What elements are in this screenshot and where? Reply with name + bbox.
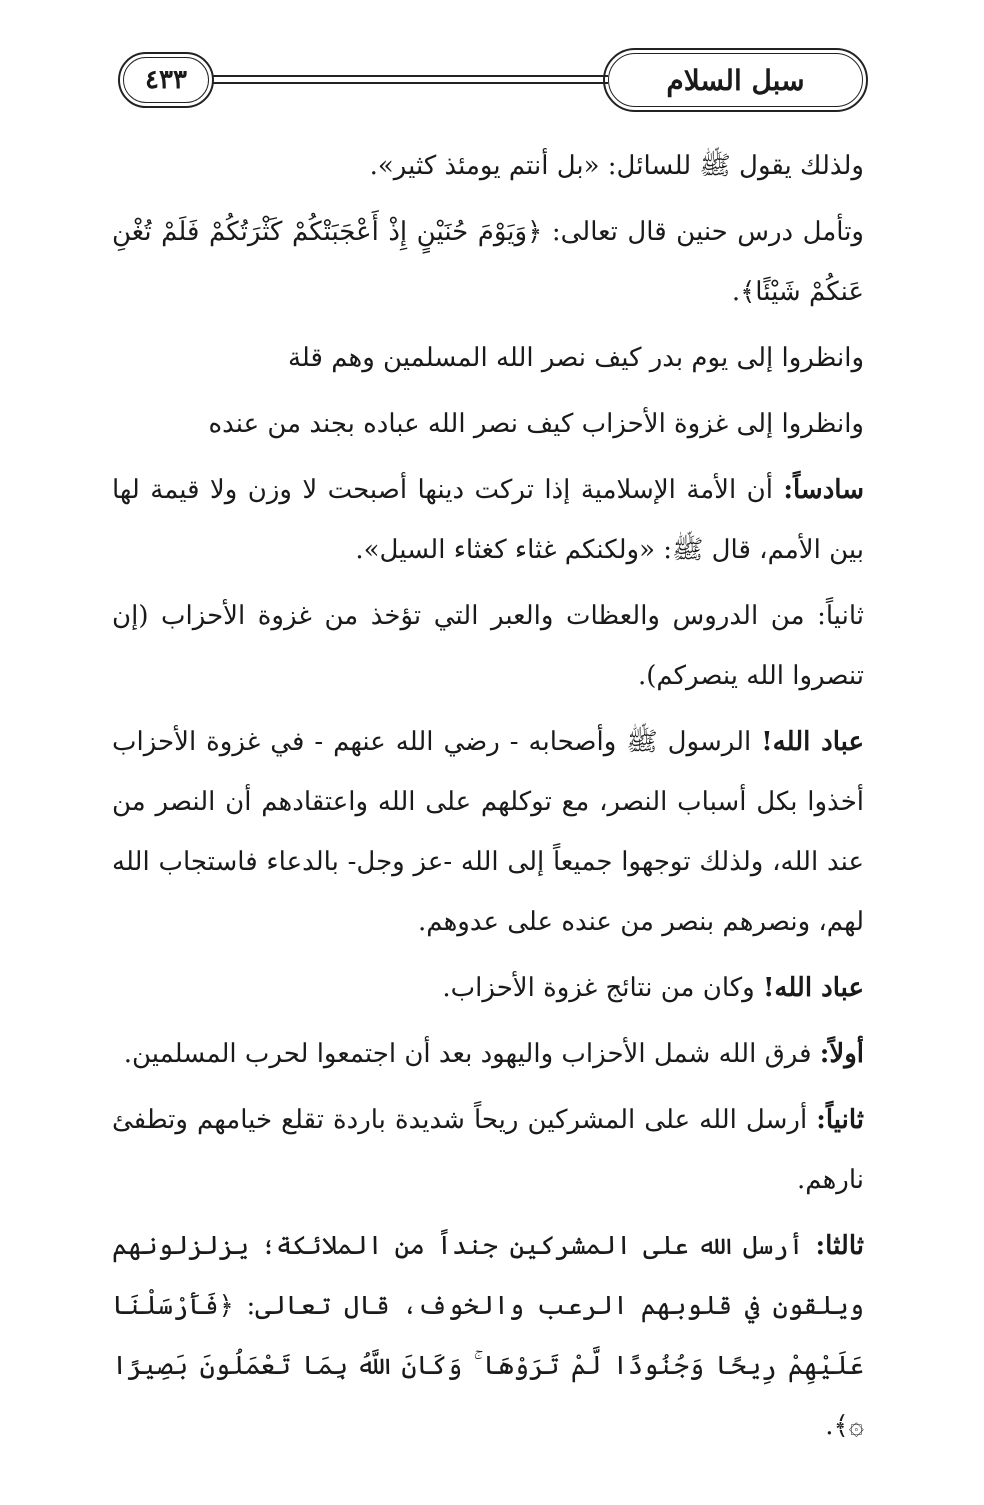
paragraph-text: فرق الله شمل الأحزاب واليهود بعد أن اجتمعوا لحرب المسلمين.: [123, 1039, 820, 1069]
paragraph-text: الرسول ﷺ وأصحابه - رضي الله عنهم - في غزوة الأحزاب أخذوا بكل أسباب النصر، مع توكلهم على الله واعتقادهم أن النصر من عند الله، ولذلك توجهوا جميعاً إلى الله -عز وجل- بالدعاء فاستجاب الله لهم، ونصرهم بنصر من عنده على عدوهم.: [112, 727, 864, 937]
book-title: سبل السلام: [666, 63, 805, 97]
paragraph-text: ثانياً: من الدروس والعظات والعبر التي تؤخذ من غزوة الأحزاب (إن تنصروا الله ينصركم).: [112, 601, 864, 691]
paragraph-lead: عباد الله!: [762, 973, 864, 1003]
paragraph-lead: ثانياً:: [816, 1105, 864, 1135]
paragraph-text: وتأمل درس حنين قال تعالى: ﴿وَيَوْمَ حُنَيْنٍ إِذْ أَعْجَبَتْكُمْ كَثْرَتُكُمْ فَلَمْ تُغْنِ عَنكُمْ شَيْئًا﴾.: [112, 217, 864, 307]
paragraph: [112, 1024, 864, 1084]
paragraph-lead: عباد الله!: [761, 727, 864, 757]
paragraph-text: ولذلك يقول ﷺ للسائل: «بل أنتم يومئذ كثير».: [369, 151, 864, 181]
paragraph-text: وانظروا إلى يوم بدر كيف نصر الله المسلمين وهم قلة: [287, 343, 864, 373]
paragraph: [112, 460, 864, 580]
paragraph-text: وكان من نتائج غزوة الأحزاب.: [442, 973, 763, 1003]
paragraph: [112, 328, 864, 388]
page-number-frame: [118, 52, 214, 108]
paragraph-lead: سادساً:: [783, 475, 864, 505]
page-number: ٤٣٣: [145, 65, 187, 95]
paragraph: [112, 586, 864, 706]
paragraph-text: أن الأمة الإسلامية إذا تركت دينها أصبحت لا وزن ولا قيمة لها بين الأمم، قال ﷺ: «ولكنكم غثاء كغثاء السيل».: [112, 475, 864, 565]
header-rule-bottom: [213, 82, 608, 84]
header-rule-top: [213, 75, 608, 77]
paragraph: [112, 958, 864, 1018]
paragraph: [112, 712, 864, 952]
paragraph-lead: ثالثا:: [815, 1231, 864, 1261]
paragraph-text: أرسل الله على المشركين ريحاً شديدة باردة تقلع خيامهم وتطفئ نارهم.: [112, 1105, 864, 1195]
paragraph-lead: أولاً:: [819, 1039, 864, 1069]
paragraph: [112, 1216, 864, 1456]
paragraph-text: وانظروا إلى غزوة الأحزاب كيف نصر الله عباده بجند من عنده: [208, 409, 864, 439]
book-title-frame: [603, 48, 868, 112]
paragraph: [112, 136, 864, 196]
paragraph: [112, 394, 864, 454]
paragraph-text: أرسل الله على المشركين جنداً من الملائكة؛ يزلزلونهم ويلقون في قلوبهم الرعب والخوف، قال تعالى: ﴿فَأَرْسَلْنَا عَلَيْهِمْ رِيحًا وَجُنُودًا لَّمْ تَرَوْهَا ۚ وَكَانَ اللَّهُ بِمَا تَعْمَلُونَ بَصِيرًا ۞﴾.: [112, 1231, 864, 1441]
paragraph: [112, 202, 864, 322]
paragraph: [112, 1090, 864, 1210]
page-header: [118, 40, 868, 120]
page-body: [112, 136, 864, 1462]
